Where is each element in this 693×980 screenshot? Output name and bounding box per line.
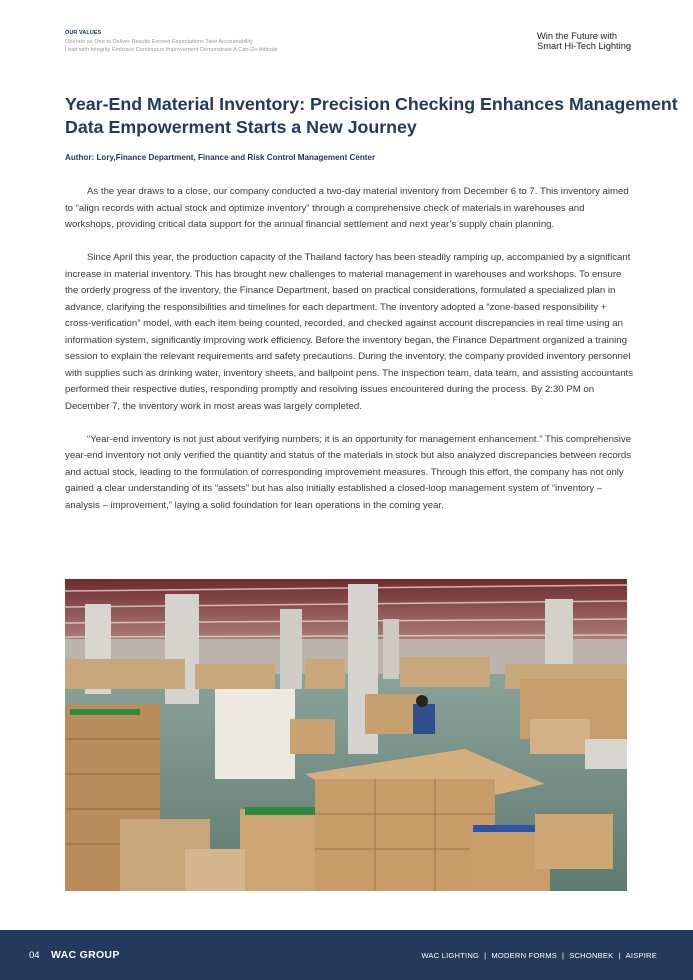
article-author: Author: Lory,Finance Department, Finance and Risk Control Management Center [65, 153, 376, 162]
article-paragraph-1: As the year draws to a close, our company conducted a two-day material inventory from December 6 to 7. This inventory aimed to “align records with actual stock and optimize inventory” through a comprehensive check of materials in warehouses and workshops, providing critical data support for the annual financial settlement and next year’s supply chain planning. [65, 186, 629, 230]
article-title-line-1: Year-End Material Inventory: Precision Checking Enhances Management [65, 94, 678, 114]
tagline-line-1: Win the Future with [537, 31, 618, 41]
brand-logo-text: WAC GROUP [51, 949, 120, 961]
article-body [65, 184, 635, 531]
our-values-title: OUR VALUES [65, 30, 102, 36]
brand-list [421, 951, 657, 960]
brand-separator: | [618, 951, 621, 960]
brand-aispire: AISPIRE [625, 951, 657, 960]
tagline [537, 31, 631, 52]
article-title-line-2: Data Empowerment Starts a New Journey [65, 117, 417, 137]
brand-separator: | [562, 951, 565, 960]
page-number: 04 [29, 950, 40, 961]
page-footer [0, 930, 693, 980]
article-title [65, 93, 685, 139]
brand-modern-forms: MODERN FORMS [491, 951, 558, 960]
our-values-line-1: Operate as One to Deliver Results Exceed Expectations Take Accountability [65, 38, 254, 45]
our-values-line-2: Lead with Integrity Embrace Continuous Improvement Demonstrate A Can-Do Attitude [65, 47, 278, 54]
warehouse-inventory-photo [65, 579, 627, 891]
tagline-line-2: Smart Hi-Tech Lighting [537, 41, 632, 52]
article-paragraph-3: “Year-end inventory is not just about verifying numbers; it is an opportunity for management enhancement.” This comprehensive year-end inventory not only verified the quantity and status of the materials in stock but also analyzed discrepancies between records and actual stock, leading to the formulation of corresponding improvement measures. Through this effort, the company has not only gained a clear understanding of its “assets” but has also initially established a closed-loop management system of “inventory – analysis – improvement,” laying a solid foundation for lean operations in the coming year. [65, 433, 632, 511]
our-values-block [65, 29, 395, 55]
brand-schonbek: SCHONBEK [569, 951, 614, 960]
brand-separator: | [484, 951, 487, 960]
article-paragraph-2: Since April this year, the production capacity of the Thailand factory has been steadily ramping up, accompanied by a significant increase in material inventory. This has brought new challenges to material management in warehouses and workshops. To ensure the orderly progress of the inventory, the Finance Department, based on practical considerations, formulated a specialized plan in advance, clarifying the responsibilities and timelines for each department. The inventory adopted a “zone-based responsibility + cross-verification” model, with each item being counted, recorded, and checked against account discrepancies in real time using an information system, significantly improving work efficiency. Before the inventory began, the Finance Department organized a training session to explain the relevant requirements and safety precautions. During the inventory, the company provided inventory personnel with supplies such as drinking water, inventory sheets, and ballpoint pens. The inspection team, data team, and assisting accountants performed their respective duties, responding promptly and resolving issues encountered during the process. By 2:30 PM on December 7, the inventory work in most areas was largely completed. [65, 252, 634, 412]
brand-wac-lighting: WAC LIGHTING [421, 951, 480, 960]
